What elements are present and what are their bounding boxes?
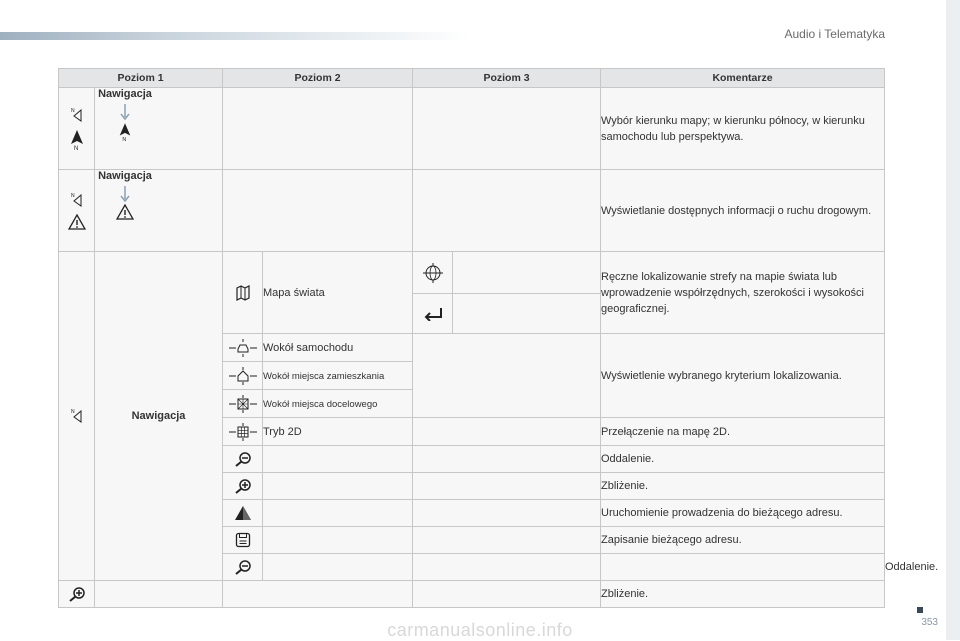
mapa-swiata-label: Mapa świata <box>263 286 325 299</box>
level2-empty <box>263 500 413 527</box>
level1-label-cell <box>95 88 223 170</box>
svg-text:N: N <box>122 136 127 142</box>
level2-label-cell <box>263 334 413 362</box>
down-arrow-icon <box>120 186 130 204</box>
level2-icon-cell <box>223 252 263 334</box>
comment-cell: Uruchomienie prowadzenia do bieżącego adresu. <box>601 500 885 527</box>
page-header-title: Audio i Telematyka <box>784 27 885 41</box>
navigation-start-icon[interactable] <box>234 505 252 521</box>
zoom-out-icon[interactable] <box>233 559 253 575</box>
level1-empty <box>95 581 223 608</box>
zoom-in-icon[interactable] <box>233 478 253 494</box>
table-row: Oddalenie. <box>59 554 885 581</box>
comment-cell: Wyświetlenie wybranego kryterium lokalizowania. <box>601 334 885 418</box>
level2-icon-cell <box>223 334 263 362</box>
level3-empty <box>413 170 601 252</box>
map-orientation-icon[interactable] <box>70 107 84 123</box>
page-number: 353 <box>921 617 938 628</box>
level1-icon-cell <box>223 554 263 581</box>
comment-cell: Przełączenie na mapę 2D. <box>601 418 885 446</box>
tryb-2d-label: Tryb 2D <box>263 425 302 438</box>
around-destination-icon[interactable] <box>228 395 258 413</box>
level3-empty <box>413 527 601 554</box>
level3-empty <box>413 446 601 473</box>
header-komentarze: Komentarze <box>601 69 885 88</box>
wokol-miejsca-docelowego-label: Wokół miejsca docelowego <box>263 398 378 410</box>
level2-icon-cell <box>223 527 263 554</box>
level2-empty <box>263 527 413 554</box>
level1-label-cell <box>95 170 223 252</box>
level2-icon-cell <box>223 418 263 446</box>
level3-icon-cell <box>413 252 453 294</box>
level1-label-cell <box>95 252 223 581</box>
down-arrow-icon <box>120 104 130 122</box>
svg-text:N: N <box>70 107 75 114</box>
level2-empty <box>223 581 413 608</box>
nawigacja-label: Nawigacja <box>98 88 152 100</box>
level3-empty <box>413 334 601 418</box>
comment-cell: Zapisanie bieżącego adresu. <box>601 527 885 554</box>
comment-cell: Wybór kierunku mapy; w kierunku północy, w kierunku samochodu lub perspektywa. <box>601 88 885 170</box>
level2-label-cell <box>263 362 413 390</box>
warning-triangle-icon[interactable] <box>68 214 86 230</box>
level1-icon-cell <box>59 252 95 581</box>
table-header-row <box>59 69 885 88</box>
comment-cell: Oddalenie. <box>601 446 885 473</box>
level1-icon-cell <box>59 88 95 170</box>
level2-icon-cell <box>223 500 263 527</box>
level3-empty <box>453 294 601 334</box>
header-poziom-2: Poziom 2 <box>223 69 413 88</box>
map-2d-icon[interactable] <box>228 423 258 441</box>
level3-empty <box>413 500 601 527</box>
table-row <box>59 252 885 294</box>
header-poziom-1: Poziom 1 <box>59 69 223 88</box>
level2-empty <box>263 473 413 500</box>
level3-empty <box>413 581 601 608</box>
menu-table <box>58 68 939 608</box>
zoom-in-icon[interactable] <box>67 586 87 602</box>
around-car-icon[interactable] <box>228 339 258 357</box>
level3-empty <box>413 473 601 500</box>
level3-empty <box>413 418 601 446</box>
level2-empty <box>413 554 601 581</box>
globe-crosshair-icon[interactable] <box>423 263 443 283</box>
nawigacja-label: Nawigacja <box>98 170 152 182</box>
table-row <box>59 88 885 170</box>
header-poziom-3: Poziom 3 <box>413 69 601 88</box>
level2-empty <box>223 88 413 170</box>
level3-empty <box>453 252 601 294</box>
level2-label-cell <box>263 252 413 334</box>
level2-empty <box>263 446 413 473</box>
level3-empty <box>413 88 601 170</box>
enter-arrow-icon[interactable] <box>423 307 443 321</box>
comment-cell: Zbliżenie. <box>601 473 885 500</box>
level2-empty <box>223 170 413 252</box>
level2-icon-cell <box>223 446 263 473</box>
warning-triangle-icon <box>116 204 134 220</box>
table-row <box>59 581 885 608</box>
svg-text:N: N <box>70 192 75 199</box>
comment-cell: Zbliżenie. <box>601 581 885 608</box>
north-arrow-icon[interactable] <box>69 129 85 151</box>
comment-cell: Ręczne lokalizowanie strefy na mapie świata lub wprowadzenie współrzędnych, szerokości i wysokości geograficznej. <box>601 252 885 334</box>
level1-icon-cell <box>59 170 95 252</box>
nawigacja-label: Nawigacja <box>131 410 186 422</box>
level3-empty <box>601 554 885 581</box>
around-home-icon[interactable] <box>228 367 258 385</box>
level2-icon-cell <box>223 473 263 500</box>
save-icon[interactable] <box>235 532 251 548</box>
north-arrow-icon <box>118 122 132 142</box>
map-orientation-icon[interactable] <box>70 192 84 208</box>
comment-cell: Wyświetlanie dostępnych informacji o ruchu drogowym. <box>601 170 885 252</box>
level2-icon-cell <box>223 390 263 418</box>
level2-label-cell <box>263 418 413 446</box>
page-marker <box>917 607 923 613</box>
world-map-icon[interactable] <box>235 285 251 301</box>
footer-watermark: carmanualsonline.info <box>387 620 573 640</box>
map-orientation-icon[interactable] <box>70 408 84 424</box>
zoom-out-icon[interactable] <box>233 451 253 467</box>
level2-label-cell <box>263 390 413 418</box>
svg-text:N: N <box>70 409 75 415</box>
svg-text:N: N <box>73 145 78 151</box>
wokol-samochodu-label: Wokół samochodu <box>263 341 354 354</box>
header-accent-bar <box>0 32 470 40</box>
level3-icon-cell <box>413 294 453 334</box>
level1-icon-cell <box>59 581 95 608</box>
level1-empty <box>263 554 413 581</box>
side-strip <box>946 0 960 640</box>
table-row <box>59 170 885 252</box>
level2-icon-cell <box>223 362 263 390</box>
wokol-miejsca-zamieszkania-label: Wokół miejsca zamieszkania <box>263 370 385 382</box>
